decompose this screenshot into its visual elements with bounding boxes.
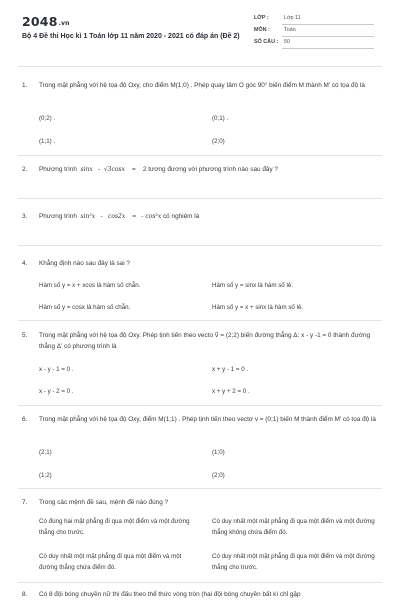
option-b[interactable]: Hàm số y = sinx là hàm số lẻ. <box>212 282 293 289</box>
divider <box>18 245 382 246</box>
logo-suffix: .vn <box>58 20 70 27</box>
option-a[interactable]: (0;2) . <box>39 115 56 122</box>
meta-class-label: LỚP : <box>254 15 269 21</box>
option-c[interactable]: (1;1) . <box>39 138 56 145</box>
equation-operator: = <box>132 213 137 220</box>
option-c[interactable]: x - y - 2 = 0 . <box>39 388 74 395</box>
question-prefix: Phương trình <box>39 166 77 173</box>
option-d[interactable]: (2;0) <box>212 472 225 479</box>
meta-class-value: Lớp 11 <box>284 15 301 21</box>
option-a[interactable]: (2;1) <box>39 449 52 456</box>
question-text <box>39 211 378 222</box>
option-a[interactable]: x - y - 1 = 0 . <box>39 366 74 373</box>
divider <box>18 198 382 199</box>
divider <box>18 405 382 406</box>
question-number: 8. <box>22 591 28 598</box>
question-number: 5. <box>22 332 28 339</box>
question-number: 4. <box>22 260 28 267</box>
question-number: 7. <box>22 499 28 506</box>
meta-count-label: SỐ CÂU : <box>254 39 279 45</box>
question-prefix: Phương trình <box>39 213 77 220</box>
equation-term: √3cosx <box>103 166 125 173</box>
option-d[interactable]: x + y + 2 = 0 . <box>212 388 250 395</box>
option-d[interactable]: Hàm số y = x + sinx là hàm số lẻ. <box>212 304 304 311</box>
divider <box>18 582 382 583</box>
exam-meta <box>254 15 374 51</box>
meta-underline <box>282 48 374 49</box>
option-b[interactable]: (1;0) <box>212 449 225 456</box>
equation-term: sin²x <box>80 213 96 220</box>
question-text: Khẳng định nào sau đây là sai ? <box>39 260 130 267</box>
equation-term: 2 <box>142 166 147 173</box>
meta-count-row <box>254 39 374 51</box>
equation-term: cos2x <box>107 213 126 220</box>
option-b[interactable]: Có duy nhất một mặt phẳng đi qua một điểm và một đường thẳng không chứa điểm đó. <box>212 518 375 536</box>
option-b[interactable]: (0;1) . <box>212 115 229 122</box>
meta-underline <box>282 24 374 25</box>
question-text: Có 8 đội bóng chuyền nữ thi đấu theo thể thức vòng tròn (hai đội bóng chuyền bất kì chỉ gặp <box>39 591 301 598</box>
meta-subject-label: MÔN : <box>254 27 270 33</box>
option-c[interactable]: Hàm số y = cosx là hàm số chẵn. <box>39 304 131 311</box>
question-number: 1. <box>22 82 28 89</box>
question-number: 3. <box>22 213 28 220</box>
meta-subject-value: Toán <box>284 27 296 33</box>
divider <box>18 155 382 156</box>
option-c[interactable]: Có duy nhất một mặt phẳng đi qua một điểm và một đường thẳng chứa điểm đó. <box>39 553 182 571</box>
question-number: 6. <box>22 416 28 423</box>
equation-operator: - <box>98 166 101 173</box>
question-number: 2. <box>22 166 28 173</box>
question-text <box>39 164 378 175</box>
exam-title: Bộ 4 Đề thi Học kì 1 Toán lớp 11 năm 2020 - 2021 có đáp án (Đề 2) <box>22 33 240 40</box>
question-suffix: tương đương với phương trình nào sau đây ? <box>148 166 278 173</box>
option-b[interactable]: x + y - 1 = 0 . <box>212 366 249 373</box>
equation-operator: - <box>100 213 103 220</box>
equation-term: - cos²x <box>141 213 162 220</box>
question-suffix: có nghiệm là <box>162 213 200 220</box>
question-text: Trong mặt phẳng với hệ tọa độ Oxy, cho điểm M(1;0) . Phép quay tâm O góc 90° biến điểm M thành M' có tọa độ là <box>39 82 365 89</box>
meta-class-row <box>254 15 374 27</box>
divider <box>18 320 382 321</box>
equation-term: sinx <box>80 166 93 173</box>
meta-subject-row <box>254 27 374 39</box>
option-a[interactable]: Hàm số y = x + xcos là hàm số chẵn. <box>39 282 141 289</box>
meta-count-value: 50 <box>284 39 290 45</box>
logo-text: 2048 <box>22 14 58 29</box>
option-c[interactable]: (1;2) <box>39 472 52 479</box>
divider <box>18 488 382 489</box>
option-d[interactable]: Có duy nhất một mặt phẳng đi qua một điểm và một đường thẳng cho trước. <box>212 553 375 571</box>
meta-underline <box>282 36 374 37</box>
question-text: Trong mặt phẳng với hệ tọa độ Oxy, điểm M(1;1) . Phép tịnh tiến theo vectơ v = (0;1) biến M thành điểm M' có tọa độ là <box>39 416 376 423</box>
site-logo[interactable] <box>22 14 70 29</box>
option-a[interactable]: Có đúng hai mặt phẳng đi qua một điểm và một đường thẳng cho trước. <box>39 518 190 536</box>
equation-operator: = <box>132 166 136 173</box>
question-text: Trong mặt phẳng với hệ tọa độ Oxy. Phép tịnh tiến theo vecto v⃗ = (2;2) biến đường thẳng Δ: x - y -1 = 0 thành đường thẳng Δ' có phương trình là <box>39 332 371 350</box>
option-d[interactable]: (2;0) <box>212 138 225 145</box>
question-text: Trong các mệnh đề sau, mệnh đề nào đúng ? <box>39 499 169 506</box>
divider <box>18 66 382 67</box>
